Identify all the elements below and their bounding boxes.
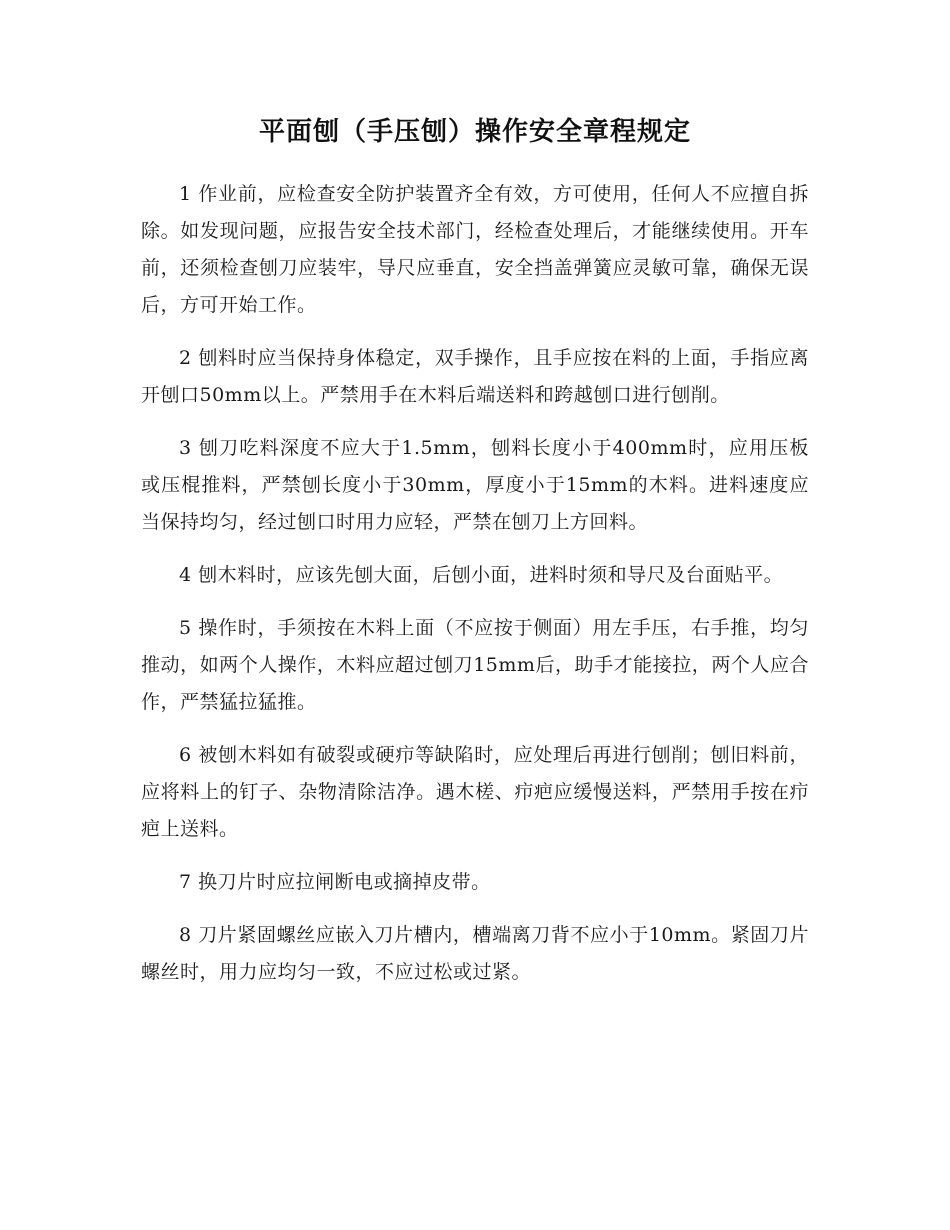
- paragraph-3: 3 刨刀吃料深度不应大于1.5mm，刨料长度小于400mm时，应用压板或压棍推料，严禁刨长度小于30mm，厚度小于15mm的木料。进料速度应当保持均匀，经过刨口时用力应轻，严禁在刨刀上方回料。: [141, 437, 809, 533]
- paragraph-2: 2 刨料时应当保持身体稳定，双手操作，且手应按在料的上面，手指应离开刨口50mm以上。严禁用手在木料后端送料和跨越刨口进行刨削。: [141, 347, 809, 406]
- paragraph-8: 8 刀片紧固螺丝应嵌入刀片槽内，槽端离刀背不应小于10mm。紧固刀片螺丝时，用力应均匀一致，不应过松或过紧。: [141, 924, 809, 983]
- paragraph-4: 4 刨木料时，应该先刨大面，后刨小面，进料时须和导尺及台面贴平。: [179, 564, 784, 586]
- paragraph-7: 7 换刀片时应拉闸断电或摘掉皮带。: [179, 871, 491, 893]
- document-page: [141, 108, 809, 1007]
- paragraph-1: 1 作业前，应检查安全防护装置齐全有效，方可使用，任何人不应擅自拆除。如发现问题，应报告安全技术部门，经检查处理后，才能继续使用。开车前，还须检查刨刀应装牢，导尺应垂直，安全挡盖弹簧应灵敏可靠，确保无误后，方可开始工作。: [141, 183, 809, 316]
- paragraph-6: 6 被刨木料如有破裂或硬疖等缺陷时，应处理后再进行刨削；刨旧料前，应将料上的钉子、杂物清除洁净。遇木槎、疖疤应缓慢送料，严禁用手按在疖疤上送料。: [141, 744, 809, 840]
- document-title: 平面刨（手压刨）操作安全章程规定: [258, 117, 691, 147]
- paragraph-5: 5 操作时，手须按在木料上面（不应按于侧面）用左手压，右手推，均匀推动，如两个人操作，木料应超过刨刀15mm后，助手才能接拉，两个人应合作，严禁猛拉猛推。: [141, 617, 809, 713]
